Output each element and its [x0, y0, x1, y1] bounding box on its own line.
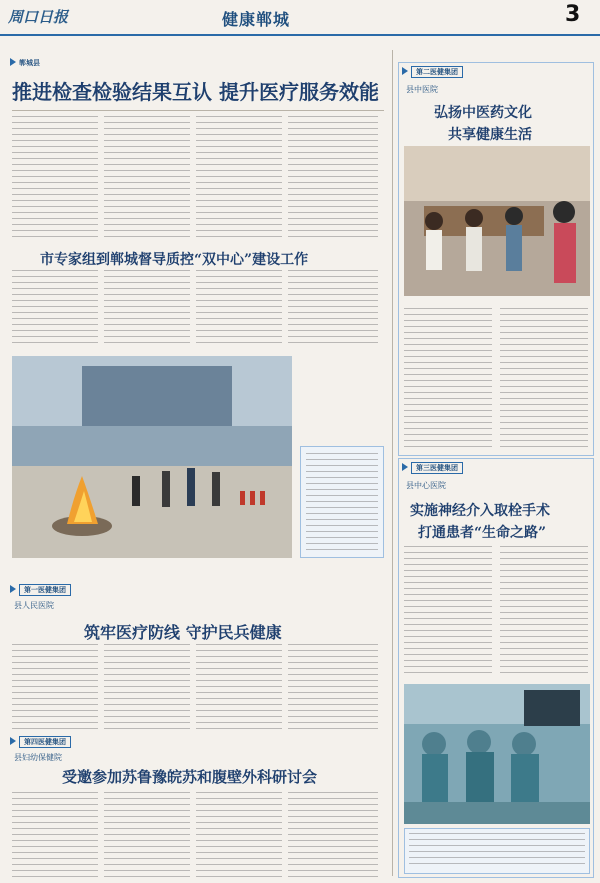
section-title: 健康郸城	[222, 10, 291, 29]
story2-headline: 市专家组到郸城督导质控“双中心”建设工作	[40, 252, 309, 268]
lead-headline-rule	[12, 110, 384, 111]
group4-headline: 受邀参加苏鲁豫皖苏和腹壁外科研讨会	[62, 768, 318, 786]
photo-caption-box	[300, 446, 384, 558]
lead-headline: 推进检查检验结果互认 提升医疗服务效能	[12, 80, 379, 104]
triangle-icon	[10, 737, 16, 745]
group2-headline-line2: 共享健康生活	[448, 127, 532, 143]
lead-body-col-3	[196, 116, 282, 240]
column-divider	[392, 50, 393, 876]
group4-body-col-4	[288, 792, 378, 878]
group3-headline-line2: 打通患者“生命之路”	[418, 525, 547, 541]
triangle-icon	[10, 58, 16, 66]
group1-tag	[10, 584, 71, 596]
group2-tag-label: 第二医健集团	[411, 66, 463, 78]
story2-body-col-1	[12, 270, 98, 348]
fire-drill-photo	[12, 356, 292, 558]
group4-body-col-2	[104, 792, 190, 878]
triangle-icon	[10, 585, 16, 593]
group4-tag-label: 第四医健集团	[19, 736, 71, 748]
triangle-icon	[402, 67, 408, 75]
tcm-event-photo	[404, 146, 590, 296]
story2-body-col-2	[104, 270, 190, 348]
group4-subtitle: 县妇幼保健院	[14, 753, 62, 762]
group3-caption-lines	[409, 833, 585, 869]
group4-body-col-3	[196, 792, 282, 878]
group3-subtitle: 县中心医院	[406, 481, 446, 490]
group3-caption-box	[404, 828, 590, 874]
group1-body-col-4	[288, 644, 378, 730]
lead-tag-label: 郸城县	[19, 59, 40, 67]
group4-body-col-1	[12, 792, 98, 878]
triangle-icon	[402, 463, 408, 471]
masthead-rule	[0, 34, 600, 36]
story2-body-col-4	[288, 270, 378, 348]
photo-caption-lines	[306, 453, 378, 551]
lead-body-col-4	[288, 116, 378, 240]
group1-body-col-2	[104, 644, 190, 730]
group1-tag-label: 第一医健集团	[19, 584, 71, 596]
group3-tag-label: 第三医健集团	[411, 462, 463, 474]
group2-tag	[402, 66, 463, 78]
fire-drill-illustration	[12, 356, 292, 558]
tcm-event-illustration	[404, 146, 590, 296]
surgery-photo	[404, 684, 590, 824]
lead-tag	[10, 58, 40, 68]
group2-headline-line1: 弘扬中医药文化	[434, 105, 532, 121]
newspaper-logo: 周口日报	[8, 8, 69, 26]
lead-body-col-2	[104, 116, 190, 240]
group1-subtitle: 县人民医院	[14, 601, 54, 610]
group3-tag	[402, 462, 463, 474]
group3-body-col-1	[404, 546, 492, 676]
group1-body-col-1	[12, 644, 98, 730]
group4-tag	[10, 736, 71, 748]
group3-headline-line1: 实施神经介入取栓手术	[410, 503, 550, 519]
group1-headline: 筑牢医疗防线 守护民兵健康	[84, 623, 282, 642]
group2-body-col-2	[500, 308, 588, 450]
surgery-illustration	[404, 684, 590, 824]
group2-subtitle: 县中医院	[406, 85, 438, 94]
lead-body-col-1	[12, 116, 98, 240]
group3-body-col-2	[500, 546, 588, 676]
story2-body-col-3	[196, 270, 282, 348]
page-number: 3	[565, 2, 581, 27]
group2-body-col-1	[404, 308, 492, 450]
group1-body-col-3	[196, 644, 282, 730]
